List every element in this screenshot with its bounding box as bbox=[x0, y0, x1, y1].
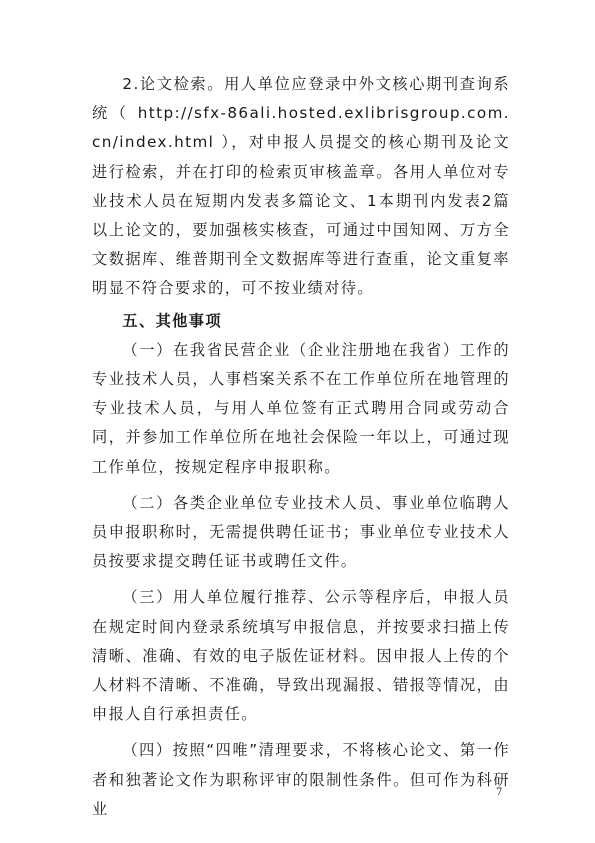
paragraph-item-3: （三）用人单位履行推荐、公示等程序后，申报人员在规定时间内登录系统填写申报信息，并按要求扫描上传清晰、准确、有效的电子版佐证材料。因申报人上传的个人材料不清晰、不准确，导致出现漏报、错报等情况，由申报人自行承担责任。 bbox=[92, 588, 510, 724]
paragraph-item-4: （四）按照“四唯”清理要求，不将核心论文、第一作者和独著论文作为职称评审的限制性条件。但可作为科研业 bbox=[92, 741, 510, 818]
section-heading-other-matters: 五、其他事项 bbox=[122, 311, 222, 330]
paragraph-paper-retrieval: 2.论文检索。用人单位应登录中外文核心期刊查询系统（ http://sfx-86ali.hosted.exlibrisgroup.com.cn/index.html ），对申报人员提交的核心期刊及论文进行检索，并在打印的检索页审核盖章。各用人单位对专业技术人员在短期内发表多篇论文、1本期刊内发表2篇以上论文的，要加强核实核查，可通过中国知网、万方全文数据库、维普期刊全文数据库等进行查重，论文重复率明显不符合要求的，可不按业绩对待。 bbox=[92, 75, 510, 298]
page-number: 7 bbox=[496, 787, 503, 798]
paragraph-item-2: （二）各类企业单位专业技术人员、事业单位临聘人员申报职称时，无需提供聘任证书；事业单位专业技术人员按要求提交聘任证书或聘任文件。 bbox=[92, 493, 510, 571]
paragraph-item-1: （一）在我省民营企业（企业注册地在我省）工作的专业技术人员，人事档案关系不在工作单位所在地管理的专业技术人员，与用人单位签有正式聘用合同或劳动合同，并参加工作单位所在地社会保险一年以上，可通过现工作单位，按规定程序申报职称。 bbox=[92, 340, 510, 476]
document-body bbox=[92, 70, 510, 824]
